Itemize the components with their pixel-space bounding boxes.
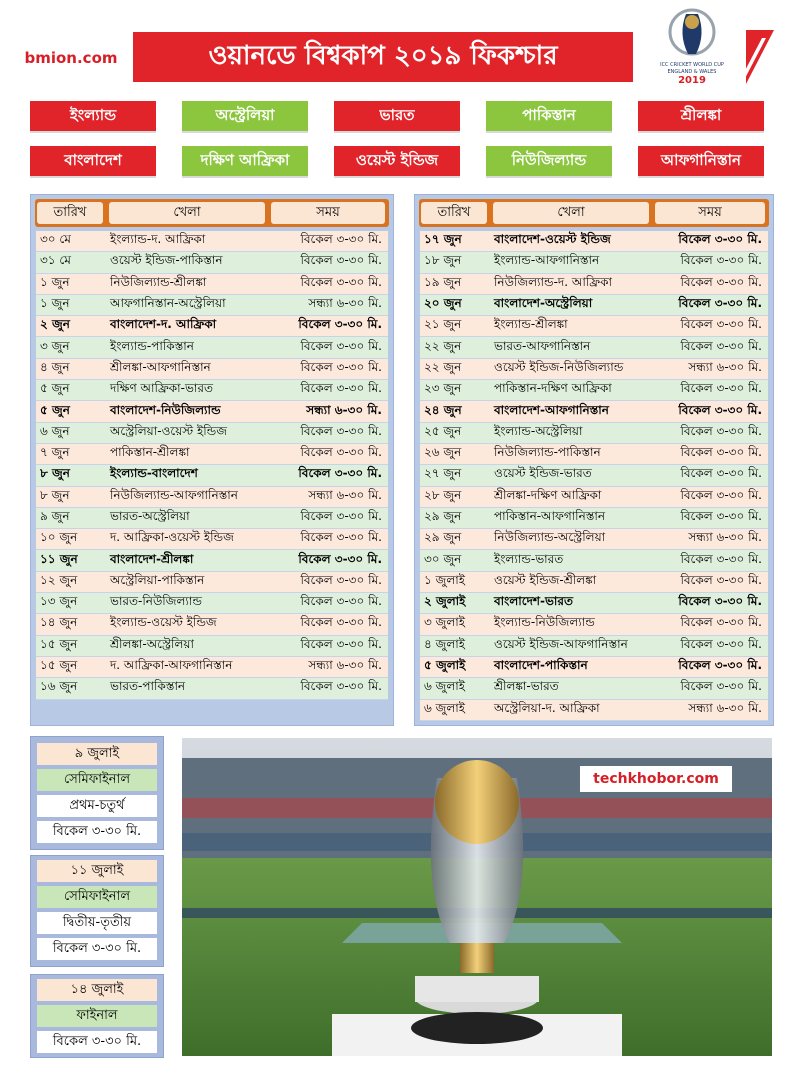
- fixture-row: [420, 401, 768, 422]
- final-box: [30, 974, 164, 1058]
- fixture-row: [420, 529, 768, 550]
- fixture-time: বিকেল ৩-৩০ মি.: [680, 445, 762, 460]
- fixture-match: ওয়েস্ট ইন্ডিজ-আফগানিস্তান: [494, 636, 628, 651]
- fixture-time: বিকেল ৩-৩০ মি.: [300, 359, 382, 374]
- fixture-match: অস্ট্রেলিয়া-পাকিস্তান: [110, 572, 205, 587]
- fixture-date: ৬ জুন: [40, 423, 70, 438]
- fixture-date: ২২ জুন: [424, 359, 462, 374]
- fixture-date: ৩ জুলাই: [424, 615, 466, 630]
- fixture-row: [420, 337, 768, 358]
- fixture-row: [420, 380, 768, 401]
- fixture-row: [420, 636, 768, 657]
- final-stage: ফাইনাল: [37, 1005, 157, 1027]
- fixture-date: ১৫ জুন: [40, 636, 78, 651]
- fixture-match: ইংল্যান্ড-অস্ট্রেলিয়া: [494, 423, 583, 438]
- fixture-match: ইংল্যান্ড-নিউজিল্যান্ড: [494, 615, 595, 630]
- fixture-match: দ. আফ্রিকা-ওয়েস্ট ইন্ডিজ: [110, 530, 234, 545]
- semifinal-1-date: ৯ জুলাই: [37, 743, 157, 765]
- fixture-time: বিকেল ৩-৩০ মি.: [300, 509, 382, 523]
- fixture-match: ভারত-নিউজিল্যান্ড: [110, 594, 202, 609]
- fixture-row: [420, 252, 768, 273]
- fixture-match: ইংল্যান্ড-দ. আফ্রিকা: [110, 232, 206, 247]
- fixture-date: ২৭ জুন: [424, 466, 462, 481]
- fixture-row: [36, 274, 388, 295]
- fixture-time: বিকেল ৩-৩০ মি.: [300, 615, 382, 630]
- fixture-row: [420, 593, 768, 614]
- fixture-match: ইংল্যান্ড-শ্রীলঙ্কা: [494, 317, 568, 332]
- fixtures-header-left: [35, 199, 389, 227]
- fixture-match: ইংল্যান্ড-আফগানিস্তান: [494, 253, 600, 268]
- fixture-time: বিকেল ৩-৩০ মি.: [680, 572, 762, 587]
- fixture-row: [420, 359, 768, 380]
- fixture-date: ৮ জুন: [40, 466, 70, 481]
- fixture-time: সন্ধ্যা ৬-৩০ মি.: [306, 402, 382, 417]
- fixture-date: ১৫ জুন: [40, 658, 78, 673]
- fixture-time: বিকেল ৩-৩০ মি.: [680, 253, 762, 268]
- fixture-row: [36, 678, 388, 699]
- header-match: খেলা: [493, 202, 649, 224]
- fixture-row: [36, 636, 388, 657]
- fixture-match: ভারত-আফগানিস্তান: [494, 338, 591, 353]
- fixture-time: সন্ধ্যা ৬-৩০ মি.: [308, 487, 382, 502]
- semifinal-2-stage: সেমিফাইনাল: [37, 886, 157, 908]
- fixture-date: ৫ জুন: [40, 381, 70, 396]
- fixture-row: [420, 295, 768, 316]
- fixture-row: [420, 657, 768, 678]
- fixture-match: পাকিস্তান-শ্রীলঙ্কা: [110, 445, 190, 460]
- fixture-time: বিকেল ৩-৩০ মি.: [680, 679, 762, 694]
- fixture-row: [420, 572, 768, 593]
- fixture-row: [420, 316, 768, 337]
- fixture-row: [36, 487, 388, 508]
- fixture-match: বাংলাদেশ-অস্ট্রেলিয়া: [494, 296, 593, 311]
- fixture-row: [36, 359, 388, 380]
- fixture-row: [36, 316, 388, 337]
- fixture-date: ৪ জুন: [40, 359, 70, 374]
- fixture-date: ৫ জুলাই: [424, 658, 466, 673]
- fixture-time: বিকেল ৩-৩০ মি.: [300, 679, 382, 694]
- team-bangladesh[interactable]: বাংলাদেশ: [30, 146, 156, 176]
- fixture-time: বিকেল ৩-৩০ মি.: [680, 274, 762, 289]
- fixture-time: বিকেল ৩-৩০ মি.: [678, 658, 762, 673]
- fixture-row: [36, 572, 388, 593]
- fixture-row: [36, 337, 388, 358]
- world-cup-logo: [638, 4, 746, 86]
- fixture-match: ইংল্যান্ড-ওয়েস্ট ইন্ডিজ: [110, 615, 217, 630]
- fixture-match: শ্রীলঙ্কা-ভারত: [494, 679, 559, 694]
- fixture-time: বিকেল ৩-৩০ মি.: [300, 530, 382, 545]
- fixture-date: ১৭ জুন: [424, 232, 462, 247]
- page-title: ওয়ানডে বিশ্বকাপ ২০১৯ ফিকশ্চার: [133, 32, 633, 82]
- fixture-time: বিকেল ৩-৩০ মি.: [680, 615, 762, 630]
- fixture-time: বিকেল ৩-৩০ মি.: [680, 317, 762, 332]
- fixture-date: ১৯ জুন: [424, 274, 462, 289]
- semifinal-2-teams: দ্বিতীয়-তৃতীয়: [37, 912, 157, 934]
- fixtures-header-right: [419, 199, 769, 227]
- fixture-date: ৩১ মে: [40, 253, 71, 268]
- fixture-time: বিকেল ৩-৩০ মি.: [300, 381, 382, 396]
- fixture-time: বিকেল ৩-৩০ মি.: [678, 594, 762, 609]
- fixture-row: [36, 444, 388, 465]
- logo-line1: ICC CRICKET WORLD CUP: [660, 62, 724, 68]
- fixture-match: ওয়েস্ট ইন্ডিজ-পাকিস্তান: [110, 253, 223, 268]
- fixture-match: নিউজিল্যান্ড-অস্ট্রেলিয়া: [494, 530, 606, 545]
- fixture-date: ২৯ জুন: [424, 530, 462, 545]
- fixture-match: ইংল্যান্ড-ভারত: [494, 551, 564, 566]
- fixture-row: [420, 700, 768, 721]
- semifinal-1-box: [30, 736, 164, 850]
- logo-year: 2019: [678, 75, 706, 86]
- fixture-row: [36, 529, 388, 550]
- fixture-date: ৮ জুন: [40, 487, 70, 502]
- fixture-date: ১ জুন: [40, 296, 70, 311]
- fixture-date: ৩০ জুন: [424, 551, 462, 566]
- team-new-zealand[interactable]: নিউজিল্যান্ড: [486, 146, 612, 176]
- fixture-match: নিউজিল্যান্ড-পাকিস্তান: [494, 445, 601, 460]
- fixture-time: বিকেল ৩-৩০ মি.: [300, 423, 382, 438]
- fixture-match: নিউজিল্যান্ড-শ্রীলঙ্কা: [110, 274, 207, 289]
- fixture-row: [36, 231, 388, 252]
- fixture-time: বিকেল ৩-৩০ মি.: [300, 445, 382, 460]
- fixture-time: বিকেল ৩-৩০ মি.: [298, 466, 382, 481]
- fixtures-table-left: [30, 194, 394, 726]
- semifinal-1-teams: প্রথম-চতুর্থ: [37, 795, 157, 817]
- fixture-date: ৭ জুন: [40, 445, 70, 460]
- fixture-time: বিকেল ৩-৩০ মি.: [300, 253, 382, 268]
- fixture-match: ওয়েস্ট ইন্ডিজ-শ্রীলঙ্কা: [494, 572, 597, 587]
- fixture-match: ইংল্যান্ড-বাংলাদেশ: [110, 466, 198, 481]
- fixture-match: পাকিস্তান-দক্ষিণ আফ্রিকা: [494, 381, 612, 396]
- fixture-row: [420, 487, 768, 508]
- fixture-time: বিকেল ৩-৩০ মি.: [680, 338, 762, 353]
- fixture-match: বাংলাদেশ-ভারত: [494, 594, 573, 609]
- watermark-bmion: bmion.com: [10, 45, 132, 71]
- fixtures-rows-left: [36, 231, 388, 700]
- team-afghanistan[interactable]: আফগানিস্তান: [638, 146, 764, 176]
- fixture-match: বাংলাদেশ-পাকিস্তান: [494, 658, 588, 673]
- header-match: খেলা: [109, 202, 265, 224]
- fixture-time: বিকেল ৩-৩০ মি.: [678, 232, 762, 247]
- fixture-date: ৬ জুলাই: [424, 700, 466, 715]
- logo-line2: ENGLAND & WALES: [667, 69, 717, 75]
- fixture-date: ৪ জুলাই: [424, 636, 466, 651]
- fixture-date: ১২ জুন: [40, 572, 78, 587]
- header-time: সময়: [655, 202, 765, 224]
- fixture-row: [36, 465, 388, 486]
- fixture-row: [420, 508, 768, 529]
- fixture-time: সন্ধ্যা ৬-৩০ মি.: [688, 359, 762, 374]
- fixture-row: [36, 423, 388, 444]
- fixture-match: বাংলাদেশ-দ. আফ্রিকা: [110, 317, 217, 332]
- fixture-time: সন্ধ্যা ৬-৩০ মি.: [308, 658, 382, 673]
- fixture-match: দ. আফ্রিকা-আফগানিস্তান: [110, 658, 233, 673]
- fixture-row: [36, 657, 388, 678]
- team-pakistan[interactable]: পাকিস্তান: [486, 101, 612, 131]
- watermark-techkhobor: techkhobor.com: [580, 766, 732, 792]
- fixture-time: সন্ধ্যা ৬-৩০ মি.: [688, 530, 762, 545]
- fixture-match: শ্রীলঙ্কা-আফগানিস্তান: [110, 359, 211, 374]
- fixture-date: ১০ জুন: [40, 530, 78, 545]
- fixture-match: ওয়েস্ট ইন্ডিজ-ভারত: [494, 466, 592, 481]
- fixture-row: [36, 252, 388, 273]
- fixture-date: ৫ জুন: [40, 402, 70, 417]
- fixture-row: [420, 678, 768, 699]
- semifinal-1-time: বিকেল ৩-৩০ মি.: [37, 821, 157, 843]
- fixture-date: ২৯ জুন: [424, 509, 462, 523]
- semifinal-2-date: ১১ জুলাই: [37, 860, 157, 882]
- fixture-date: ২০ জুন: [424, 296, 462, 311]
- fixture-date: ২২ জুন: [424, 338, 462, 353]
- fixture-match: পাকিস্তান-আফগানিস্তান: [494, 509, 606, 523]
- fixture-date: ১১ জুন: [40, 551, 78, 566]
- fixture-match: দক্ষিণ আফ্রিকা-ভারত: [110, 381, 214, 396]
- fixture-match: নিউজিল্যান্ড-দ. আফ্রিকা: [494, 274, 612, 289]
- fixture-date: ২৩ জুন: [424, 381, 462, 396]
- fixture-date: ৬ জুলাই: [424, 679, 466, 694]
- fixture-match: ভারত-অস্ট্রেলিয়া: [110, 509, 190, 523]
- fixture-date: ২৫ জুন: [424, 423, 462, 438]
- fixture-time: সন্ধ্যা ৬-৩০ মি.: [308, 296, 382, 311]
- fixture-row: [420, 550, 768, 571]
- fixture-date: ১৮ জুন: [424, 253, 462, 268]
- fixture-match: ওয়েস্ট ইন্ডিজ-নিউজিল্যান্ড: [494, 359, 624, 374]
- fixture-date: ৯ জুন: [40, 509, 70, 523]
- team-australia[interactable]: অস্ট্রেলিয়া: [182, 101, 308, 131]
- team-england[interactable]: ইংল্যান্ড: [30, 101, 156, 131]
- fixture-date: ১৪ জুন: [40, 615, 78, 630]
- fixture-match: নিউজিল্যান্ড-আফগানিস্তান: [110, 487, 238, 502]
- fixture-date: ৩ জুন: [40, 338, 70, 353]
- fixture-row: [420, 231, 768, 252]
- fixture-time: বিকেল ৩-৩০ মি.: [300, 274, 382, 289]
- fixture-match: আফগানিস্তান-অস্ট্রেলিয়া: [110, 296, 226, 311]
- fixture-match: অস্ট্রেলিয়া-দ. আফ্রিকা: [494, 700, 600, 715]
- fixture-match: ভারত-পাকিস্তান: [110, 679, 186, 694]
- fixture-date: ২৪ জুন: [424, 402, 462, 417]
- fixture-date: ২৮ জুন: [424, 487, 462, 502]
- fixture-time: বিকেল ৩-৩০ মি.: [300, 594, 382, 609]
- fixture-row: [36, 593, 388, 614]
- fixture-row: [420, 465, 768, 486]
- fixture-date: ১৩ জুন: [40, 594, 78, 609]
- team-sri-lanka[interactable]: শ্রীলঙ্কা: [638, 101, 764, 131]
- fixture-match: শ্রীলঙ্কা-অস্ট্রেলিয়া: [110, 636, 194, 651]
- fixture-match: বাংলাদেশ-ওয়েস্ট ইন্ডিজ: [494, 232, 611, 247]
- fixture-row: [36, 401, 388, 422]
- fixture-time: বিকেল ৩-৩০ মি.: [678, 296, 762, 311]
- fixture-match: অস্ট্রেলিয়া-ওয়েস্ট ইন্ডিজ: [110, 423, 227, 438]
- fixture-time: বিকেল ৩-৩০ মি.: [680, 423, 762, 438]
- team-south-africa[interactable]: দক্ষিণ আফ্রিকা: [182, 146, 308, 176]
- fixture-match: শ্রীলঙ্কা-দক্ষিণ আফ্রিকা: [494, 487, 602, 502]
- fixture-date: ২ জুলাই: [424, 594, 466, 609]
- semifinal-1-stage: সেমিফাইনাল: [37, 769, 157, 791]
- fixture-row: [36, 295, 388, 316]
- fixture-time: বিকেল ৩-৩০ মি.: [300, 636, 382, 651]
- fixture-date: ২৬ জুন: [424, 445, 462, 460]
- final-time: বিকেল ৩-৩০ মি.: [37, 1031, 157, 1053]
- fixture-time: বিকেল ৩-৩০ মি.: [298, 551, 382, 566]
- fixture-row: [420, 423, 768, 444]
- fixture-time: সন্ধ্যা ৬-৩০ মি.: [688, 700, 762, 715]
- semifinal-2-box: [30, 855, 164, 967]
- header-time: সময়: [271, 202, 385, 224]
- fixture-time: বিকেল ৩-৩০ মি.: [298, 317, 382, 332]
- fixture-match: ইংল্যান্ড-পাকিস্তান: [110, 338, 194, 353]
- header-date: তারিখ: [37, 202, 103, 224]
- fixture-time: বিকেল ৩-৩০ মি.: [300, 232, 382, 247]
- fixtures-rows-right: [420, 231, 768, 721]
- team-india[interactable]: ভারত: [334, 101, 460, 131]
- fixture-row: [36, 614, 388, 635]
- fixture-time: বিকেল ৩-৩০ মি.: [680, 636, 762, 651]
- semifinal-2-time: বিকেল ৩-৩০ মি.: [37, 938, 157, 960]
- fixture-date: ২ জুন: [40, 317, 70, 332]
- fixtures-table-right: [414, 194, 774, 726]
- fixture-row: [420, 614, 768, 635]
- fixture-row: [36, 380, 388, 401]
- fixture-time: বিকেল ৩-৩০ মি.: [678, 402, 762, 417]
- team-west-indies[interactable]: ওয়েস্ট ইন্ডিজ: [334, 146, 460, 176]
- fixture-date: ১ জুলাই: [424, 572, 466, 587]
- fixture-time: বিকেল ৩-৩০ মি.: [300, 572, 382, 587]
- fixture-match: বাংলাদেশ-আফগানিস্তান: [494, 402, 609, 417]
- fixture-time: বিকেল ৩-৩০ মি.: [680, 509, 762, 523]
- fixture-match: বাংলাদেশ-শ্রীলঙ্কা: [110, 551, 194, 566]
- fixture-match: বাংলাদেশ-নিউজিল্যান্ড: [110, 402, 221, 417]
- fixture-time: বিকেল ৩-৩০ মি.: [680, 466, 762, 481]
- fixture-row: [36, 550, 388, 571]
- fixture-time: বিকেল ৩-৩০ মি.: [680, 551, 762, 566]
- fixture-date: ১৬ জুন: [40, 679, 78, 694]
- fixture-date: ৩০ মে: [40, 232, 71, 247]
- fixture-row: [420, 444, 768, 465]
- fixture-date: ১ জুন: [40, 274, 70, 289]
- fixture-date: ২১ জুন: [424, 317, 462, 332]
- fixture-time: বিকেল ৩-৩০ মি.: [680, 487, 762, 502]
- fixture-time: বিকেল ৩-৩০ মি.: [300, 338, 382, 353]
- header-date: তারিখ: [421, 202, 487, 224]
- final-date: ১৪ জুলাই: [37, 979, 157, 1001]
- fixture-row: [36, 508, 388, 529]
- fixture-time: বিকেল ৩-৩০ মি.: [680, 381, 762, 396]
- fixture-row: [420, 274, 768, 295]
